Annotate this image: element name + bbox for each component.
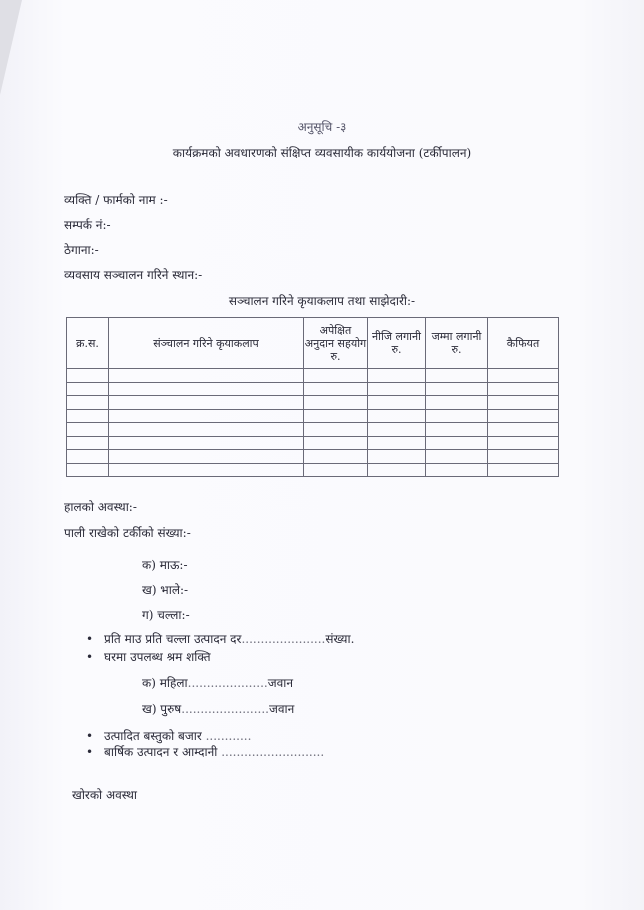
table-cell bbox=[488, 436, 559, 450]
fill-dots: ............ bbox=[201, 729, 252, 743]
table-cell bbox=[304, 382, 368, 396]
table-cell bbox=[488, 382, 559, 396]
table-cell bbox=[368, 396, 426, 410]
table-cell bbox=[426, 450, 488, 464]
table-cell bbox=[109, 369, 304, 383]
current-status: हालको अवस्था:- bbox=[64, 500, 137, 514]
men-unit: जवान bbox=[268, 702, 295, 716]
table-cell bbox=[488, 423, 559, 437]
chicks-per-hen-unit: संख्या bbox=[325, 632, 351, 646]
market-line bbox=[104, 729, 251, 743]
fill-dots: ...................... bbox=[241, 632, 326, 646]
folded-corner bbox=[0, 0, 22, 95]
table-row bbox=[67, 382, 559, 396]
table-cell bbox=[109, 396, 304, 410]
header-total-investment: जम्मा लगानी रु. bbox=[426, 318, 488, 369]
table-cell bbox=[368, 436, 426, 450]
table-cell bbox=[304, 396, 368, 410]
table-cell bbox=[368, 382, 426, 396]
table-row bbox=[67, 436, 559, 450]
table-cell bbox=[67, 423, 109, 437]
field-contact: सम्पर्क नं:- bbox=[64, 218, 111, 232]
fill-dots: ....................... bbox=[181, 702, 269, 716]
table-cell bbox=[488, 396, 559, 410]
annex-heading: अनुसूचि -३ bbox=[297, 120, 347, 134]
table-cell bbox=[67, 450, 109, 464]
chicks-per-hen-line: प्रति माउ प्रति चल्ला उत्पादन दर......................संख्या. bbox=[104, 632, 355, 646]
table-cell bbox=[67, 396, 109, 410]
turkey-count: पाली राखेको टर्कीको संख्या:- bbox=[64, 526, 191, 540]
table-cell bbox=[488, 450, 559, 464]
table-cell bbox=[426, 463, 488, 477]
table-cell bbox=[368, 463, 426, 477]
table-cell bbox=[67, 409, 109, 423]
income-line bbox=[104, 745, 324, 759]
table-cell bbox=[109, 450, 304, 464]
chicks-count: ग) चल्ला:- bbox=[142, 608, 190, 622]
fill-dots: ........................... bbox=[217, 745, 325, 759]
table-header-row bbox=[67, 318, 559, 369]
fill-dots: ..................... bbox=[187, 676, 268, 690]
table-cell bbox=[426, 436, 488, 450]
header-private-investment: नीजि लगानी रु. bbox=[368, 318, 426, 369]
shed-status: खोरको अवस्था bbox=[72, 788, 138, 802]
table-row bbox=[67, 396, 559, 410]
header-serial: क्र.स. bbox=[67, 318, 109, 369]
bullet-icon: • bbox=[86, 745, 94, 759]
table-cell bbox=[304, 409, 368, 423]
table-row bbox=[67, 369, 559, 383]
field-name: व्यक्ति / फार्मको नाम :- bbox=[64, 193, 168, 207]
table-cell bbox=[426, 423, 488, 437]
table-cell bbox=[304, 436, 368, 450]
bullet-icon: • bbox=[86, 632, 94, 646]
bullet-icon: • bbox=[86, 650, 94, 664]
table-cell bbox=[304, 463, 368, 477]
market-label: उत्पादित बस्तुको बजार bbox=[104, 729, 202, 743]
table-cell bbox=[109, 436, 304, 450]
male-count: ख) भाले:- bbox=[142, 583, 189, 597]
table-cell bbox=[109, 423, 304, 437]
female-count: क) माऊ:- bbox=[142, 558, 188, 572]
table-cell bbox=[109, 382, 304, 396]
page-title: कार्यक्रमको अवधारणको संक्षिप्त व्यवसायीक कार्ययोजना (टर्कीपालन) bbox=[172, 146, 472, 160]
header-grant: अपेक्षित अनुदान सहयोग रु. bbox=[304, 318, 368, 369]
chicks-per-hen-label: प्रति माउ प्रति चल्ला उत्पादन दर bbox=[104, 632, 242, 646]
field-location: व्यवसाय सञ्चालन गरिने स्थान:- bbox=[64, 268, 203, 282]
table-row bbox=[67, 463, 559, 477]
table-cell bbox=[304, 450, 368, 464]
table-cell bbox=[426, 409, 488, 423]
table-cell bbox=[368, 450, 426, 464]
activity-table bbox=[66, 317, 559, 477]
table-row bbox=[67, 450, 559, 464]
women-label: क) महिला bbox=[142, 676, 188, 690]
table-cell bbox=[488, 463, 559, 477]
table-cell bbox=[368, 423, 426, 437]
field-address: ठेगाना:- bbox=[64, 243, 99, 257]
table-cell bbox=[426, 396, 488, 410]
table-row bbox=[67, 409, 559, 423]
labour-label: घरमा उपलब्ध श्रम शक्ति bbox=[104, 650, 211, 664]
table-cell bbox=[368, 409, 426, 423]
table-cell bbox=[67, 369, 109, 383]
table-cell bbox=[67, 382, 109, 396]
women-unit: जवान bbox=[267, 676, 294, 690]
header-activity: संञ्चालन गरिने कृयाकलाप bbox=[109, 318, 304, 369]
table-caption: सञ्चालन गरिने कृयाकलाप तथा साझेदारी:- bbox=[228, 294, 416, 308]
table-cell bbox=[426, 382, 488, 396]
table-cell bbox=[67, 463, 109, 477]
table-cell bbox=[488, 409, 559, 423]
table-cell bbox=[109, 463, 304, 477]
table-cell bbox=[67, 436, 109, 450]
table-cell bbox=[304, 423, 368, 437]
table-cell bbox=[488, 369, 559, 383]
table-cell bbox=[426, 369, 488, 383]
men-label: ख) पुरुष bbox=[142, 702, 182, 716]
table-cell bbox=[304, 369, 368, 383]
bullet-icon: • bbox=[86, 729, 94, 743]
income-label: बार्षिक उत्पादन र आम्दानी bbox=[104, 745, 218, 759]
table-row bbox=[67, 423, 559, 437]
women-line bbox=[142, 676, 293, 690]
table-cell bbox=[368, 369, 426, 383]
men-line bbox=[142, 702, 294, 716]
table-cell bbox=[109, 409, 304, 423]
header-remarks: कैफियत bbox=[488, 318, 559, 369]
